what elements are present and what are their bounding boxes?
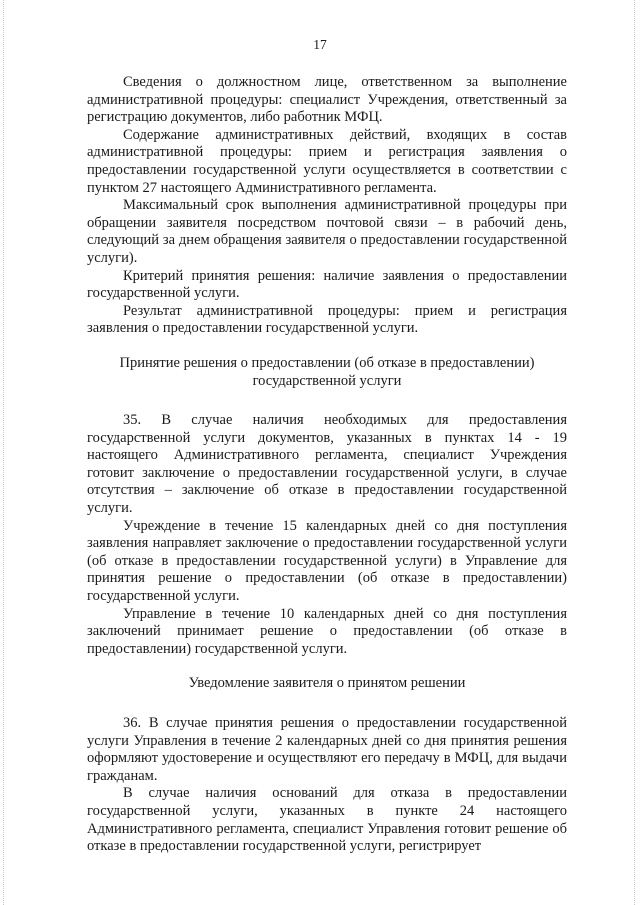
paragraph-procedure-result: Результат административной процедуры: прием и регистрация заявления о предоставлении государственной услуги. — [87, 302, 567, 337]
paragraph-refusal-grounds: В случае наличия оснований для отказа в предоставлении государственной услуги, указанных в пункте 24 настоящего Административного регламента, специалист Управления готовит решение об отказе в предоставлении государственной услуги, регистрирует — [87, 785, 567, 855]
section-heading-decision: Принятие решения о предоставлении (об отказе в предоставлении) государственной услуги — [119, 354, 535, 389]
paragraph-institution-15-days: Учреждение в течение 15 календарных дней со дня поступления заявления направляет заключение о предоставлении государственной услуги (об отказе в предоставлении государственной услуги) в Управление для принятия решение о предоставлении (об отказе в предоставлении) государственной услуги. — [87, 517, 567, 605]
paragraph-department-10-days: Управление в течение 10 календарных дней со дня поступления заключений принимает решение о предоставлении (об отказе в предоставлении) государственной услуги. — [87, 605, 567, 657]
paragraph-item-35: 35. В случае наличия необходимых для предоставления государственной услуги документов, указанных в пунктах 14 - 19 настоящего Административного регламента, специалист Учреждения готовит заключение о предоставлении государственной услуги, в случае отсутствия – заключение об отказе в предоставлении государственной услуги. — [87, 412, 567, 517]
paragraph-official-info: Сведения о должностном лице, ответственном за выполнение административной процедуры: специалист Учреждения, ответственный за регистрацию документов, либо работник МФЦ. — [87, 74, 567, 126]
page-number: 17 — [313, 37, 327, 52]
paragraph-max-term: Максимальный срок выполнения административной процедуры при обращении заявителя посредством почтовой связи – в рабочий день, следующий за днем обращения заявителя о предоставлении государственной услуги). — [87, 197, 567, 266]
scan-left-edge — [3, 0, 5, 905]
paragraph-actions-content: Содержание административных действий, входящих в состав административной процедуры: прием и регистрация заявления о предоставлении государственной услуги осуществляется в соответствии с пунктом 27 настоящего Административного регламента. — [87, 126, 567, 196]
paragraph-decision-criterion: Критерий принятия решения: наличие заявления о предоставлении государственной услуги. — [87, 267, 567, 302]
scan-right-edge — [634, 0, 636, 905]
document-body — [87, 74, 567, 856]
section-heading-notification: Уведомление заявителя о принятом решении — [188, 675, 466, 692]
paragraph-item-36: 36. В случае принятия решения о предоставлении государственной услуги Управления в течение 2 календарных дней со дня принятия решения оформляют удостоверение и осуществляют его передачу в МФЦ, для выдачи гражданам. — [87, 715, 567, 784]
